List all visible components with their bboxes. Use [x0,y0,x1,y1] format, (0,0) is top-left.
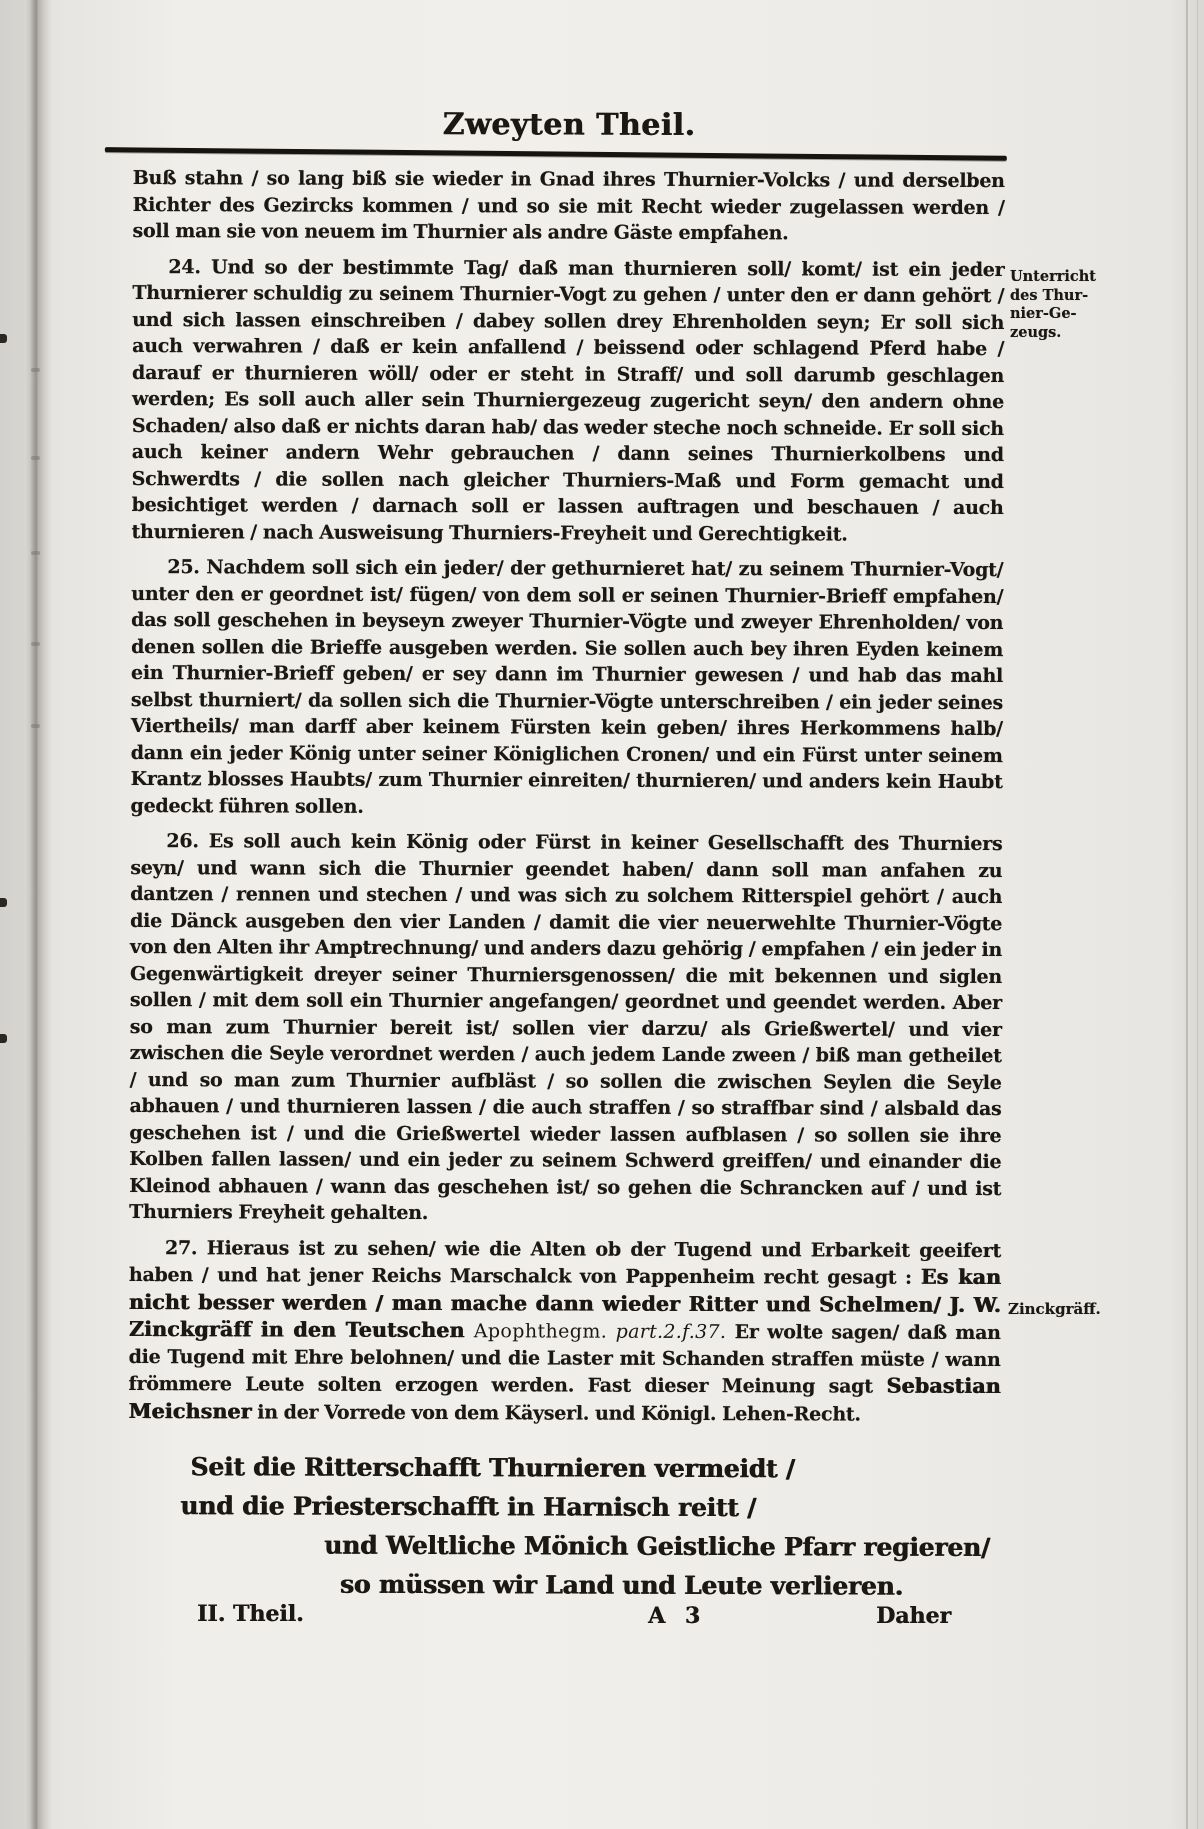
verse-line: und die Priesterschafft in Harnisch reitt / [180,1491,756,1523]
margin-note-line: nier-Ge- [1010,305,1077,322]
verse-line: und Weltliche Mönich Geistliche Pfarr regieren/ [323,1530,990,1562]
paragraph-27-citation-locus: part.2.f.37. [607,1320,735,1344]
margin-note-line: zeugs. [1010,323,1062,341]
margin-note-line: des Thur- [1010,286,1089,304]
binding-stitch [31,642,40,646]
footer-signature-mark: A 3 [648,1603,707,1629]
margin-note-unterricht [1010,268,1128,342]
scan-edge-speck [0,898,7,907]
paragraph-27-citation-work: Apophthegm. [473,1320,608,1343]
scan-edge-speck [0,1034,7,1043]
paragraph-25: 25. Nachdem soll sich ein jeder/ der gethurnieret hat/ zu seinem Thurnier-Vogt/ unter den er geordnet ist/ fügen/ von dem soll er seinen Thurnier-Brieff empfahen/ das soll geschehen in beyseyn zweyer Thurnier-Vögte und zweyer Ehrenholden/ von denen sollen die Brieffe ausgeben werden. Sie sollen auch bey ihren Eyden keinem ein Thurnier-Brieff geben/ er sey dann im Thurnier gewesen / und hab das mahl selbst thurniert/ da sollen sich die Thurnier-Vögte unterschreiben / ein jeder seines Viertheils/ man darff aber keinem Fürsten kein geben/ ihres Herkommens halb/ dann ein jeder König unter seiner Königlichen Cronen/ und ein Fürst unter seinem Krantz blosses Haubts/ zum Thurnier einreiten/ thurnieren/ und anders kein Haubt gedeckt führen sollen. [130,556,1004,818]
paragraph-27-author-name: Sebastian Meichsner [128,1373,1001,1423]
binding-stitch [31,724,40,728]
paragraph-intro: Buß stahn / so lang biß sie wieder in Gnad ihres Thurnier-Volcks / und derselben Richter des Gezircks kommen / und so sie mit Recht wieder zugelassen werden / soll man sie von neuem im Thurnier als andre Gäste empfahen. [132,166,1005,245]
binding-stitch [31,456,40,460]
binding-crease [30,0,44,1829]
margin-note-zinckgraeff: Zinckgräff. [1008,1300,1101,1318]
paragraph-27-quote: Es kan nicht besser werden / man mache dann wieder Ritter und Schelmen/ J. W. Zinckgräff in den Teutschen [128,1264,1001,1343]
footer-section-label: II. Theil. [197,1601,304,1627]
page-header-title: Zweyten Theil. [442,107,696,143]
paragraph-27-text: Er wolte sagen/ daß man die Tugend mit Ehre belohnen/ und die Laster mit Schanden straffen müste / wann frömmere Leute solten erzogen werden. Fast dieser Meinung sagt [128,1321,1001,1398]
scan-edge-speck [0,334,7,343]
verse-quatrain [128,1447,1001,1606]
paragraph-24: 24. Und so der bestimmte Tag/ daß man thurnieren soll/ komt/ ist ein jeder Thurnierer schuldig zu seinem Thurnier-Vogt zu gehen / unter den er dann gehört / und sich lassen einschreiben / dabey sollen drey Ehrenholden seyn; Er soll sich auch verwahren / daß er kein anfallend / beissend oder schlagend Pferd habe / darauf er thurnieren wöll/ oder er steht in Straff/ und soll darumb geschlagen werden; Es soll auch aller sein Thurniergezeug zugericht seyn/ den andern ohne Schaden/ also daß er nichts daran hab/ das weder steche noch schneide. Er soll sich auch keiner andern Wehr gebrauchen / dann seines Thurnierkolbens und Schwerdts / die sollen nach gleicher Thurniers-Maß und Form gemacht und besichtiget werden / darnach soll er lassen auftragen und beschauen / auch thurnieren / nach Ausweisung Thurniers-Freyheit und Gerechtigkeit. [131,255,1005,545]
page-edge-line [1186,0,1188,1829]
margin-note-line: Unterricht [1010,268,1096,285]
paragraph-27-text: in der Vorrede von dem Käyserl. und Königl. Lehen-Recht. [251,1400,861,1426]
paragraph-27-text: 27. Hieraus ist zu sehen/ wie die Alten ob der Tugend und Erbarkeit geeifert haben / und hat jener Reichs Marschalck von Pappenheim recht gesagt : [128,1236,1002,1289]
paragraph-27 [128,1234,1001,1428]
paragraph-26: 26. Es soll auch kein König oder Fürst in keiner Gesellschafft des Thurniers seyn/ und wann sich die Thurnier geendet haben/ dann soll man anfahen zu dantzen / rennen und stechen / und was sich zu solchem Ritterspiel gehört / auch die Dänck ausgeben den vier Landen / damit die vier neuerwehlte Thurnier-Vögte von den Alten ihr Amptrechnung/ und anders dazu gehörig / empfahen / ein jeder in Gegenwärtigkeit dreyer seiner Thurniersgenossen/ die mit bekennen und siglen sollen / mit dem soll ein Thurnier angefangen/ geordnet und geendet werden. Aber so man zum Thurnier bereit ist/ sollen vier darzu/ als Grießwertel/ und vier zwischen die Seyle verordnet werden / auch jedem Lande zween / biß man getheilet / und so man zum Thurnier aufbläst / so sollen die zwischen Seylen die Seyle abhauen / und thurnieren lassen / die auch straffen / so straffbar sind / alsbald das geschehen ist / und die Grießwertel wieder lassen aufblasen / so sollen sie ihre Kolben fallen lassen/ und ein jeder zu seinem Schwerd greiffen/ und einander die Kleinod abhauen / wann das geschehen ist/ so gehen die Schrancken auf / und ist Thurniers Freyheit gehalten. [129,830,1003,1225]
footer-catchword: Daher [876,1603,951,1629]
binding-stitch [31,551,40,555]
text-block [128,106,1005,1606]
verse-line: Seit die Ritterschafft Thurnieren vermeidt / [190,1452,795,1484]
binding-stitch [31,368,40,372]
page-edge-line [1197,0,1198,1829]
header-rule [105,147,1007,161]
verse-line: so müssen wir Land und Leute verlieren. [339,1569,903,1601]
